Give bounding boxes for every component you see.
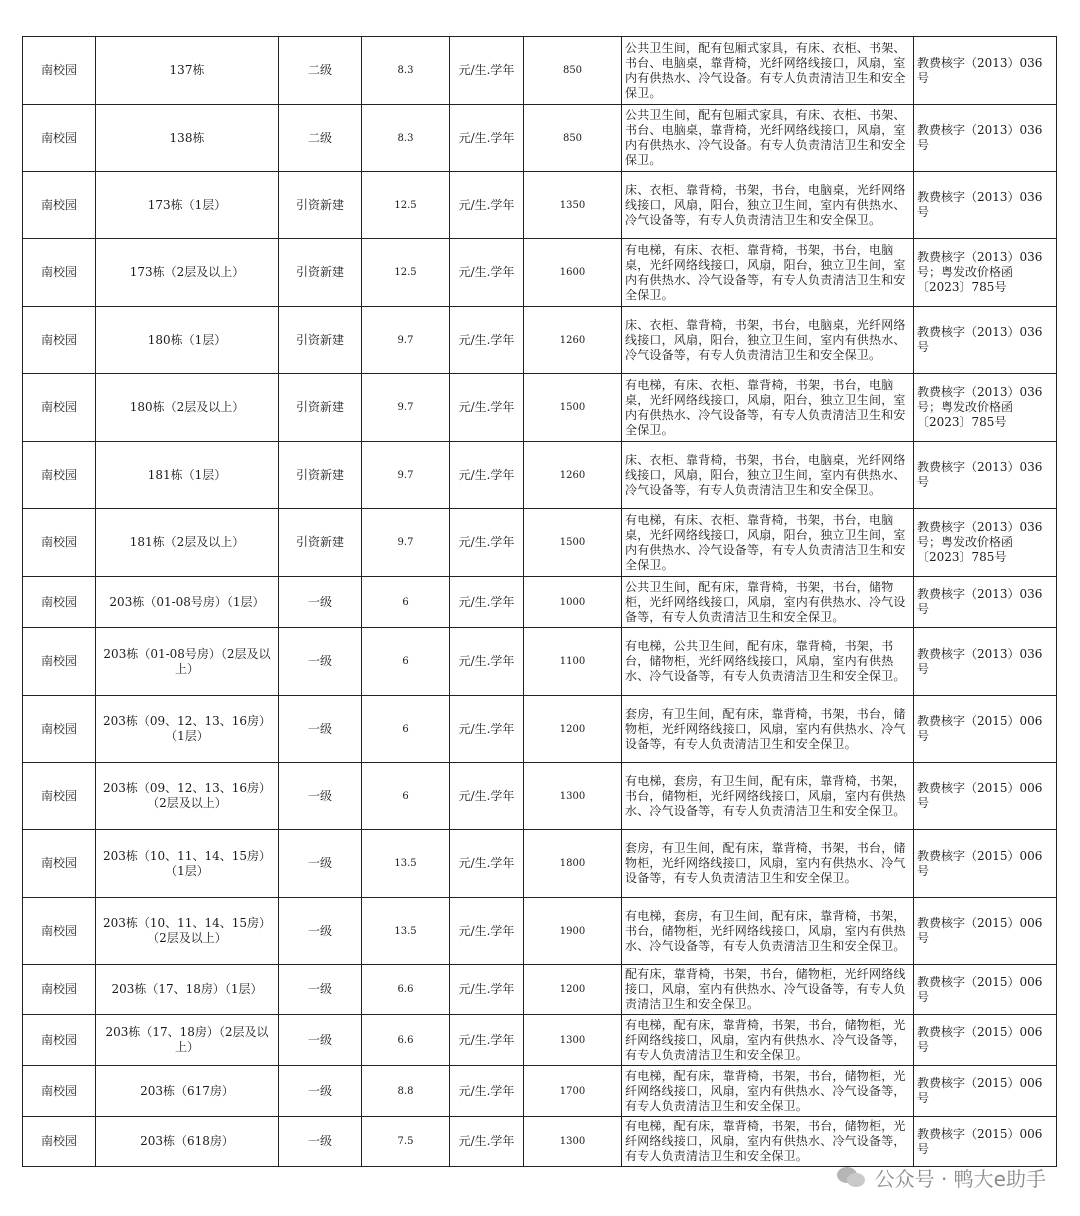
table-row xyxy=(23,239,1057,307)
grade-cell: 引资新建 xyxy=(279,442,362,509)
table-row xyxy=(23,696,1057,763)
price-cell: 1500 xyxy=(524,509,622,577)
area-cell: 8.8 xyxy=(362,1066,450,1117)
area-cell: 6 xyxy=(362,628,450,696)
document-number-cell: 教费核字（2013）036号 xyxy=(914,172,1057,239)
document-number-cell: 教费核字（2013）036号 xyxy=(914,307,1057,374)
price-cell: 1700 xyxy=(524,1066,622,1117)
table-row xyxy=(23,830,1057,898)
description-cell: 有电梯，配有床，靠背椅，书架，书台，储物柜，光纤网络线接口，风扇，室内有供热水、冷气设备等，有专人负责清洁卫生和安全保卫。 xyxy=(622,1117,914,1167)
unit-cell: 元/生.学年 xyxy=(450,172,524,239)
description-cell: 有电梯，配有床，靠背椅，书架，书台，储物柜，光纤网络线接口，风扇，室内有供热水、冷气设备等，有专人负责清洁卫生和安全保卫。 xyxy=(622,1015,914,1066)
grade-cell: 一级 xyxy=(279,1117,362,1167)
grade-cell: 一级 xyxy=(279,763,362,830)
unit-cell: 元/生.学年 xyxy=(450,239,524,307)
price-cell: 1800 xyxy=(524,830,622,898)
table-row xyxy=(23,1117,1057,1167)
price-cell: 1300 xyxy=(524,1015,622,1066)
grade-cell: 一级 xyxy=(279,1066,362,1117)
table-row xyxy=(23,763,1057,830)
area-cell: 8.3 xyxy=(362,37,450,105)
description-cell: 有电梯，有床、衣柜、靠背椅，书架，书台，电脑桌，光纤网络线接口，风扇，阳台，独立卫生间，室内有供热水、冷气设备等，有专人负责清洁卫生和安全保卫。 xyxy=(622,239,914,307)
area-cell: 9.7 xyxy=(362,307,450,374)
document-number-cell: 教费核字（2015）006号 xyxy=(914,763,1057,830)
building-cell: 180栋（1层） xyxy=(96,307,279,374)
document-number-cell: 教费核字（2015）006号 xyxy=(914,1015,1057,1066)
table-row xyxy=(23,307,1057,374)
building-cell: 203栋（09、12、13、16房）（2层及以上） xyxy=(96,763,279,830)
table-body xyxy=(23,37,1057,1167)
building-cell: 180栋（2层及以上） xyxy=(96,374,279,442)
unit-cell: 元/生.学年 xyxy=(450,307,524,374)
price-cell: 1100 xyxy=(524,628,622,696)
description-cell: 有电梯，配有床，靠背椅，书架，书台，储物柜，光纤网络线接口，风扇，室内有供热水、冷气设备等，有专人负责清洁卫生和安全保卫。 xyxy=(622,1066,914,1117)
description-cell: 床、衣柜、靠背椅，书架，书台，电脑桌，光纤网络线接口，风扇，阳台，独立卫生间，室内有供热水、冷气设备等，有专人负责清洁卫生和安全保卫。 xyxy=(622,172,914,239)
document-number-cell: 教费核字（2015）006号 xyxy=(914,830,1057,898)
building-cell: 203栋（17、18房）（1层） xyxy=(96,965,279,1015)
price-cell: 1260 xyxy=(524,307,622,374)
area-cell: 6.6 xyxy=(362,965,450,1015)
document-number-cell: 教费核字（2013）036号 xyxy=(914,577,1057,628)
table-row xyxy=(23,898,1057,965)
fee-table xyxy=(22,36,1057,1167)
area-cell: 6 xyxy=(362,696,450,763)
building-cell: 203栋（10、11、14、15房）（1层） xyxy=(96,830,279,898)
grade-cell: 一级 xyxy=(279,1015,362,1066)
building-cell: 138栋 xyxy=(96,105,279,172)
table-row xyxy=(23,509,1057,577)
grade-cell: 引资新建 xyxy=(279,374,362,442)
description-cell: 公共卫生间，配有包厢式家具，有床、衣柜、书架、书台、电脑桌，靠背椅，光纤网络线接口，风扇，室内有供热水、冷气设备。有专人负责清洁卫生和安全保卫。 xyxy=(622,105,914,172)
building-cell: 181栋（1层） xyxy=(96,442,279,509)
document-number-cell: 教费核字（2013）036号；粤发改价格函〔2023〕785号 xyxy=(914,374,1057,442)
area-cell: 9.7 xyxy=(362,442,450,509)
document-number-cell: 教费核字（2013）036号 xyxy=(914,37,1057,105)
watermark xyxy=(837,1163,1046,1192)
unit-cell: 元/生.学年 xyxy=(450,105,524,172)
document-number-cell: 教费核字（2015）006号 xyxy=(914,898,1057,965)
grade-cell: 一级 xyxy=(279,696,362,763)
unit-cell: 元/生.学年 xyxy=(450,1066,524,1117)
document-number-cell: 教费核字（2015）006号 xyxy=(914,965,1057,1015)
campus-cell: 南校园 xyxy=(23,374,96,442)
document-number-cell: 教费核字（2015）006号 xyxy=(914,1117,1057,1167)
building-cell: 203栋（17、18房）（2层及以上） xyxy=(96,1015,279,1066)
description-cell: 套房，有卫生间，配有床，靠背椅，书架，书台，储物柜，光纤网络线接口，风扇，室内有供热水、冷气设备等，有专人负责清洁卫生和安全保卫。 xyxy=(622,830,914,898)
description-cell: 有电梯，有床、衣柜、靠背椅，书架，书台，电脑桌，光纤网络线接口，风扇，阳台，独立卫生间，室内有供热水、冷气设备等，有专人负责清洁卫生和安全保卫。 xyxy=(622,509,914,577)
grade-cell: 一级 xyxy=(279,965,362,1015)
area-cell: 8.3 xyxy=(362,105,450,172)
campus-cell: 南校园 xyxy=(23,105,96,172)
price-cell: 1350 xyxy=(524,172,622,239)
unit-cell: 元/生.学年 xyxy=(450,898,524,965)
price-cell: 850 xyxy=(524,37,622,105)
unit-cell: 元/生.学年 xyxy=(450,830,524,898)
unit-cell: 元/生.学年 xyxy=(450,965,524,1015)
area-cell: 6.6 xyxy=(362,1015,450,1066)
area-cell: 13.5 xyxy=(362,830,450,898)
document-number-cell: 教费核字（2013）036号；粤发改价格函〔2023〕785号 xyxy=(914,239,1057,307)
table-row xyxy=(23,172,1057,239)
campus-cell: 南校园 xyxy=(23,898,96,965)
unit-cell: 元/生.学年 xyxy=(450,1117,524,1167)
description-cell: 有电梯，有床、衣柜、靠背椅，书架，书台，电脑桌，光纤网络线接口，风扇，阳台，独立卫生间，室内有供热水、冷气设备等，有专人负责清洁卫生和安全保卫。 xyxy=(622,374,914,442)
price-cell: 1600 xyxy=(524,239,622,307)
campus-cell: 南校园 xyxy=(23,830,96,898)
price-cell: 1900 xyxy=(524,898,622,965)
description-cell: 有电梯，公共卫生间，配有床，靠背椅，书架，书台，储物柜，光纤网络线接口，风扇，室内有供热水、冷气设备等，有专人负责清洁卫生和安全保卫。 xyxy=(622,628,914,696)
campus-cell: 南校园 xyxy=(23,1015,96,1066)
area-cell: 9.7 xyxy=(362,509,450,577)
table-row xyxy=(23,1066,1057,1117)
building-cell: 181栋（2层及以上） xyxy=(96,509,279,577)
unit-cell: 元/生.学年 xyxy=(450,763,524,830)
grade-cell: 一级 xyxy=(279,577,362,628)
building-cell: 203栋（01-08号房）（1层） xyxy=(96,577,279,628)
table-row xyxy=(23,965,1057,1015)
unit-cell: 元/生.学年 xyxy=(450,509,524,577)
campus-cell: 南校园 xyxy=(23,577,96,628)
grade-cell: 二级 xyxy=(279,105,362,172)
table-row xyxy=(23,374,1057,442)
table-row xyxy=(23,105,1057,172)
description-cell: 公共卫生间，配有床，靠背椅，书架，书台，储物柜，光纤网络线接口，风扇，室内有供热水、冷气设备等，有专人负责清洁卫生和安全保卫。 xyxy=(622,577,914,628)
grade-cell: 引资新建 xyxy=(279,239,362,307)
price-cell: 1260 xyxy=(524,442,622,509)
area-cell: 7.5 xyxy=(362,1117,450,1167)
table-row xyxy=(23,37,1057,105)
unit-cell: 元/生.学年 xyxy=(450,374,524,442)
unit-cell: 元/生.学年 xyxy=(450,442,524,509)
table-row xyxy=(23,577,1057,628)
price-cell: 1000 xyxy=(524,577,622,628)
table-row xyxy=(23,442,1057,509)
building-cell: 203栋（09、12、13、16房）（1层） xyxy=(96,696,279,763)
campus-cell: 南校园 xyxy=(23,696,96,763)
description-cell: 套房，有卫生间，配有床，靠背椅，书架，书台，储物柜，光纤网络线接口，风扇，室内有供热水、冷气设备等，有专人负责清洁卫生和安全保卫。 xyxy=(622,696,914,763)
document-number-cell: 教费核字（2015）006号 xyxy=(914,1066,1057,1117)
building-cell: 173栋（1层） xyxy=(96,172,279,239)
price-cell: 1200 xyxy=(524,696,622,763)
area-cell: 12.5 xyxy=(362,172,450,239)
price-cell: 1300 xyxy=(524,1117,622,1167)
building-cell: 173栋（2层及以上） xyxy=(96,239,279,307)
unit-cell: 元/生.学年 xyxy=(450,628,524,696)
grade-cell: 引资新建 xyxy=(279,172,362,239)
document-number-cell: 教费核字（2013）036号 xyxy=(914,442,1057,509)
campus-cell: 南校园 xyxy=(23,239,96,307)
price-cell: 1300 xyxy=(524,763,622,830)
document-number-cell: 教费核字（2013）036号；粤发改价格函〔2023〕785号 xyxy=(914,509,1057,577)
unit-cell: 元/生.学年 xyxy=(450,37,524,105)
unit-cell: 元/生.学年 xyxy=(450,696,524,763)
campus-cell: 南校园 xyxy=(23,307,96,374)
document-number-cell: 教费核字（2013）036号 xyxy=(914,628,1057,696)
unit-cell: 元/生.学年 xyxy=(450,1015,524,1066)
wechat-icon xyxy=(837,1167,867,1189)
building-cell: 203栋（618房） xyxy=(96,1117,279,1167)
description-cell: 配有床，靠背椅，书架，书台，储物柜，光纤网络线接口，风扇，室内有供热水、冷气设备等，有专人负责清洁卫生和安全保卫。 xyxy=(622,965,914,1015)
price-cell: 1200 xyxy=(524,965,622,1015)
table-row xyxy=(23,628,1057,696)
area-cell: 6 xyxy=(362,763,450,830)
grade-cell: 一级 xyxy=(279,830,362,898)
campus-cell: 南校园 xyxy=(23,628,96,696)
price-cell: 1500 xyxy=(524,374,622,442)
description-cell: 床、衣柜、靠背椅，书架，书台，电脑桌，光纤网络线接口，风扇，阳台，独立卫生间，室内有供热水、冷气设备等，有专人负责清洁卫生和安全保卫。 xyxy=(622,442,914,509)
description-cell: 公共卫生间，配有包厢式家具，有床、衣柜、书架、书台、电脑桌，靠背椅，光纤网络线接口，风扇，室内有供热水、冷气设备。有专人负责清洁卫生和安全保卫。 xyxy=(622,37,914,105)
grade-cell: 一级 xyxy=(279,628,362,696)
building-cell: 137栋 xyxy=(96,37,279,105)
description-cell: 床、衣柜、靠背椅，书架，书台，电脑桌，光纤网络线接口，风扇，阳台，独立卫生间，室内有供热水、冷气设备等，有专人负责清洁卫生和安全保卫。 xyxy=(622,307,914,374)
campus-cell: 南校园 xyxy=(23,37,96,105)
document-number-cell: 教费核字（2015）006号 xyxy=(914,696,1057,763)
area-cell: 6 xyxy=(362,577,450,628)
grade-cell: 一级 xyxy=(279,898,362,965)
campus-cell: 南校园 xyxy=(23,1117,96,1167)
table-row xyxy=(23,1015,1057,1066)
description-cell: 有电梯，套房，有卫生间，配有床，靠背椅，书架，书台，储物柜，光纤网络线接口，风扇，室内有供热水、冷气设备等，有专人负责清洁卫生和安全保卫。 xyxy=(622,763,914,830)
campus-cell: 南校园 xyxy=(23,509,96,577)
area-cell: 9.7 xyxy=(362,374,450,442)
grade-cell: 引资新建 xyxy=(279,509,362,577)
building-cell: 203栋（01-08号房）（2层及以上） xyxy=(96,628,279,696)
grade-cell: 引资新建 xyxy=(279,307,362,374)
campus-cell: 南校园 xyxy=(23,1066,96,1117)
campus-cell: 南校园 xyxy=(23,763,96,830)
building-cell: 203栋（617房） xyxy=(96,1066,279,1117)
building-cell: 203栋（10、11、14、15房）（2层及以上） xyxy=(96,898,279,965)
price-cell: 850 xyxy=(524,105,622,172)
description-cell: 有电梯，套房，有卫生间，配有床，靠背椅，书架，书台，储物柜，光纤网络线接口，风扇，室内有供热水、冷气设备等，有专人负责清洁卫生和安全保卫。 xyxy=(622,898,914,965)
campus-cell: 南校园 xyxy=(23,172,96,239)
area-cell: 12.5 xyxy=(362,239,450,307)
unit-cell: 元/生.学年 xyxy=(450,577,524,628)
campus-cell: 南校园 xyxy=(23,442,96,509)
grade-cell: 二级 xyxy=(279,37,362,105)
document-number-cell: 教费核字（2013）036号 xyxy=(914,105,1057,172)
campus-cell: 南校园 xyxy=(23,965,96,1015)
watermark-text: 公众号 · 鸭大e助手 xyxy=(874,1167,1046,1191)
area-cell: 13.5 xyxy=(362,898,450,965)
